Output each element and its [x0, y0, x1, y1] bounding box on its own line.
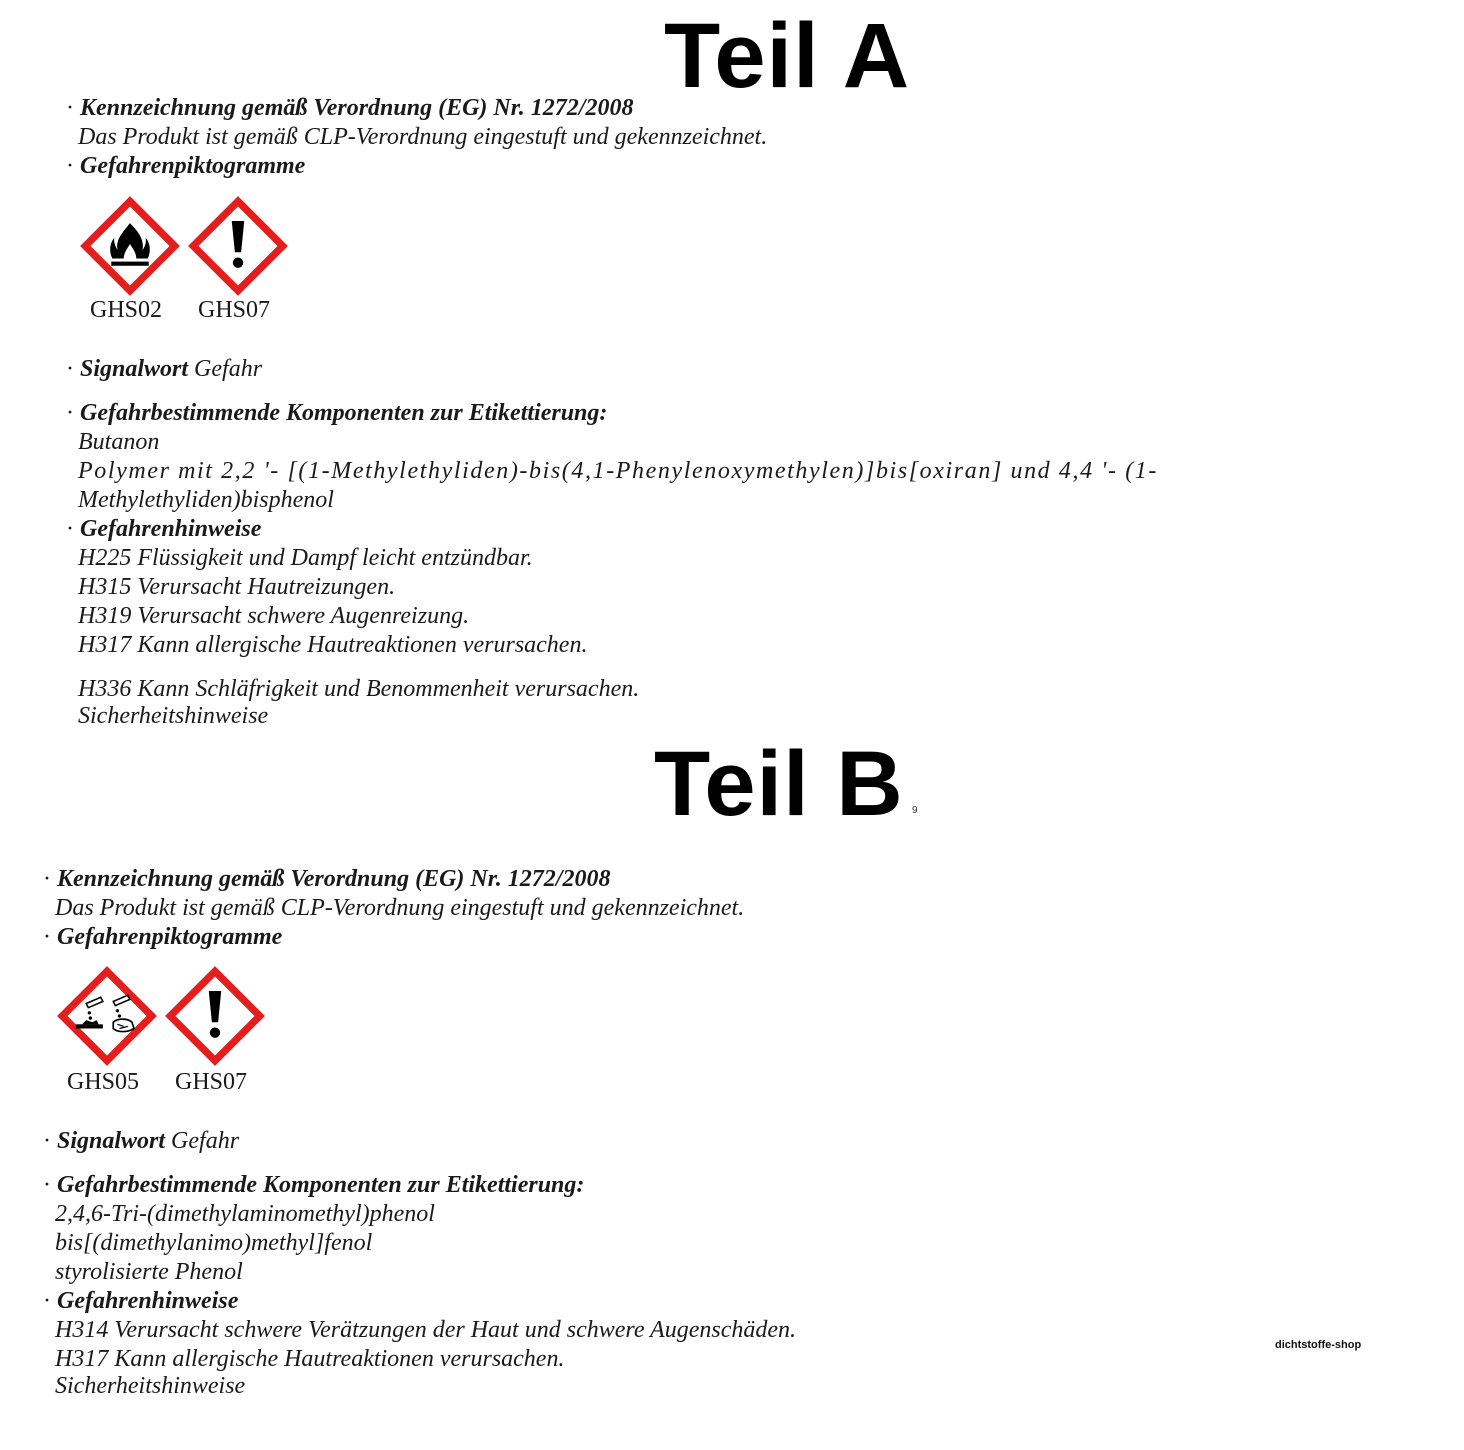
komponenten-heading-text: Gefahrbestimmende Komponenten zur Etikettierung: — [80, 400, 608, 426]
bullet: · — [66, 400, 74, 426]
part-b-cutoff-line — [55, 1373, 455, 1399]
part-a-kennzeichnung-text: Das Produkt ist gemäß CLP-Verordnung eingestuft und gekennzeichnet. — [78, 124, 768, 150]
part-b-kennzeichnung-heading — [43, 867, 610, 891]
signalwort-label: Signalwort — [80, 356, 189, 382]
part-b-komponente-3: styrolisierte Phenol — [55, 1259, 243, 1285]
bullet: · — [66, 516, 74, 542]
part-b-title: Teil B — [654, 733, 904, 835]
part-b-hinweis-h314: H314 Verursacht schwere Verätzungen der Haut und schwere Augenschäden. — [55, 1317, 796, 1343]
ghs05-label: GHS05 — [67, 1069, 140, 1095]
part-a-hinweis-h336: H336 Kann Schläfrigkeit und Benommenheit verursachen. — [78, 676, 640, 702]
part-a-komponenten-heading — [66, 401, 607, 425]
part-a-hinweis-h319: H319 Verursacht schwere Augenreizung. — [78, 603, 470, 629]
bullet: · — [66, 153, 74, 179]
part-a-kennzeichnung-heading — [66, 96, 633, 120]
piktogramme-heading-text: Gefahrenpiktogramme — [80, 153, 306, 179]
ghs02-flame-icon — [78, 194, 182, 298]
part-a-hinweise-heading — [66, 517, 261, 541]
watermark: dichtstoffe-shop — [1275, 1339, 1362, 1351]
bullet: · — [43, 924, 51, 950]
hinweise-heading-text: Gefahrenhinweise — [80, 516, 262, 542]
ghs07-label: GHS07 — [198, 297, 271, 323]
kennzeichnung-heading-text: Kennzeichnung gemäß Verordnung (EG) Nr. 1272/2008 — [57, 866, 611, 892]
part-a-title: Teil A — [664, 5, 911, 107]
part-a-cutoff-line — [78, 703, 478, 729]
ghs07-exclamation-icon — [163, 964, 267, 1068]
part-a-komponente-1: Butanon — [78, 429, 160, 455]
part-b-signalwort — [43, 1129, 239, 1153]
signalwort-value: Gefahr — [171, 1128, 240, 1154]
ghs07-label: GHS07 — [175, 1069, 248, 1095]
ghs02-label: GHS02 — [90, 297, 163, 323]
part-b-komponente-2: bis[(dimethylanimo)methyl]fenol — [55, 1230, 373, 1256]
kennzeichnung-heading-text: Kennzeichnung gemäß Verordnung (EG) Nr. 1272/2008 — [80, 95, 634, 121]
part-b-hinweis-h317: H317 Kann allergische Hautreaktionen verursachen. — [55, 1346, 565, 1372]
bullet: · — [66, 95, 74, 121]
part-b-title-superscript: 9 — [912, 805, 918, 816]
part-a-cutoff-text: Sicherheitshinweise — [78, 703, 269, 729]
bullet: · — [43, 1128, 51, 1154]
signalwort-value: Gefahr — [194, 356, 263, 382]
part-a-hinweis-h225: H225 Flüssigkeit und Dampf leicht entzündbar. — [78, 545, 533, 571]
part-b-komponenten-heading — [43, 1173, 584, 1197]
part-b-kennzeichnung-text: Das Produkt ist gemäß CLP-Verordnung eingestuft und gekennzeichnet. — [55, 895, 745, 921]
part-a-piktogramme-heading — [66, 154, 305, 178]
hinweise-heading-text: Gefahrenhinweise — [57, 1288, 239, 1314]
komponenten-heading-text: Gefahrbestimmende Komponenten zur Etikettierung: — [57, 1172, 585, 1198]
part-a-hinweis-h315: H315 Verursacht Hautreizungen. — [78, 574, 396, 600]
ghs05-corrosion-icon — [55, 964, 159, 1068]
part-b-cutoff-text: Sicherheitshinweise — [55, 1373, 246, 1399]
piktogramme-heading-text: Gefahrenpiktogramme — [57, 924, 283, 950]
part-a-komponente-2: Polymer mit 2,2 '- [(1-Methylethyliden)-bis(4,1-Phenylenoxymethylen)]bis[oxiran] und 4,4 '- (1- — [78, 458, 1158, 484]
part-b-hinweise-heading — [43, 1289, 238, 1313]
part-a-komponente-3: Methylethyliden)bisphenol — [78, 487, 334, 513]
signalwort-label: Signalwort — [57, 1128, 166, 1154]
bullet: · — [66, 356, 74, 382]
part-a-signalwort — [66, 357, 262, 381]
part-b-piktogramme-heading — [43, 925, 282, 949]
bullet: · — [43, 1288, 51, 1314]
bullet: · — [43, 866, 51, 892]
ghs07-exclamation-icon — [186, 194, 290, 298]
bullet: · — [43, 1172, 51, 1198]
part-a-hinweis-h317: H317 Kann allergische Hautreaktionen verursachen. — [78, 632, 588, 658]
part-b-komponente-1: 2,4,6-Tri-(dimethylaminomethyl)phenol — [55, 1201, 435, 1227]
